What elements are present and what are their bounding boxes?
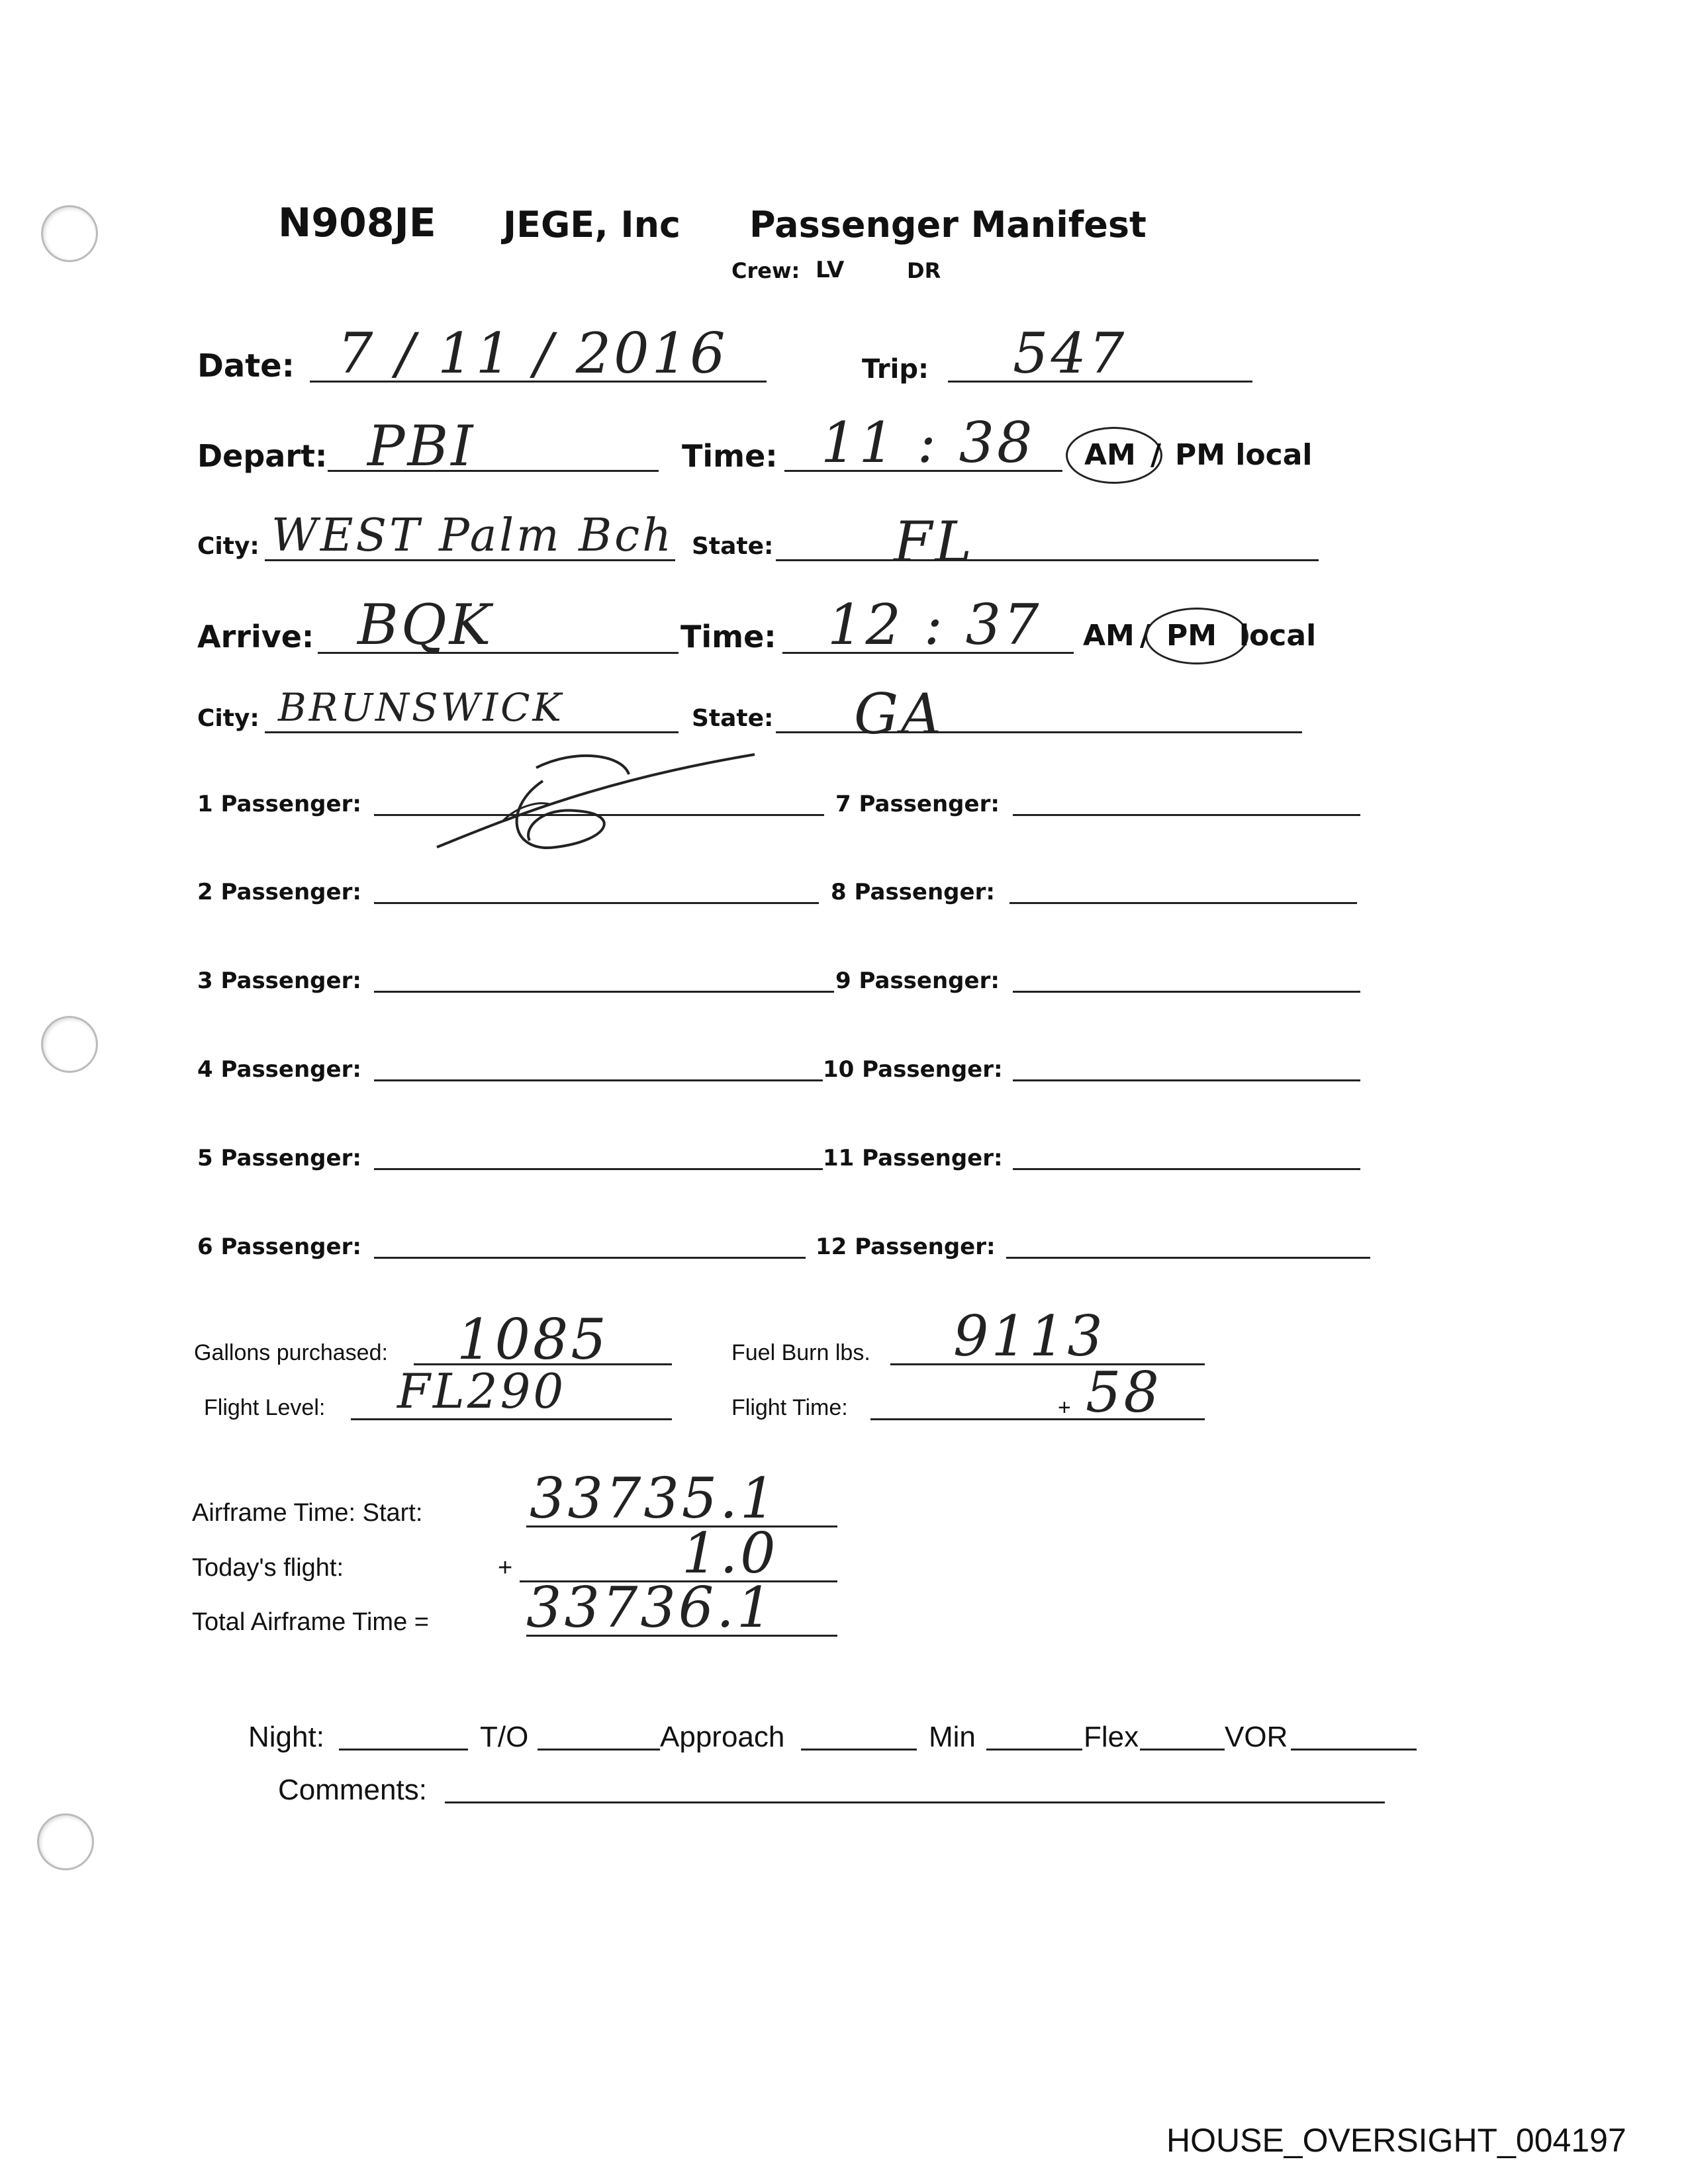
- passenger-label-9: 9 Passenger:: [835, 968, 1000, 994]
- passenger-line-8: [1009, 902, 1357, 904]
- form-title: Passenger Manifest: [749, 204, 1147, 246]
- todays-flight-value: 1.0: [682, 1521, 778, 1586]
- binder-hole-middle: [41, 1016, 98, 1073]
- depart-value: PBI: [367, 414, 476, 478]
- passenger-label-6: 6 Passenger:: [197, 1234, 361, 1260]
- todays-flight-plus: +: [498, 1554, 513, 1582]
- passenger-label-8: 8 Passenger:: [831, 879, 995, 905]
- passenger-line-12: [1006, 1257, 1370, 1259]
- gallons-value: 1085: [457, 1307, 609, 1372]
- arrive-city-value: BRUNSWICK: [278, 685, 564, 730]
- crew-label: Crew:: [731, 258, 800, 283]
- arrive-state-value: GA: [854, 682, 944, 747]
- arrive-state-label: State:: [692, 705, 774, 732]
- binder-hole-bottom: [37, 1813, 94, 1870]
- depart-city-value: WEST Palm Bch: [271, 510, 675, 562]
- min-line: [986, 1749, 1082, 1751]
- passenger-line-9: [1013, 991, 1360, 993]
- gallons-label: Gallons purchased:: [194, 1340, 388, 1365]
- passenger-label-11: 11 Passenger:: [823, 1145, 1003, 1171]
- passenger-label-2: 2 Passenger:: [197, 879, 361, 905]
- arrive-pm-circle: [1145, 608, 1248, 664]
- arrive-local: local: [1239, 619, 1317, 653]
- trip-label: Trip:: [862, 354, 929, 385]
- depart-state-label: State:: [692, 533, 774, 560]
- arrive-sep: /: [1140, 619, 1151, 653]
- bates-number: HOUSE_OVERSIGHT_004197: [1166, 2122, 1626, 2159]
- date-label: Date:: [197, 347, 295, 385]
- flight-time-plus: +: [1058, 1395, 1071, 1420]
- night-line: [339, 1749, 468, 1751]
- depart-state-value: FL: [894, 510, 975, 574]
- fuel-burn-label: Fuel Burn lbs.: [731, 1340, 870, 1365]
- approach-label: Approach: [660, 1721, 785, 1753]
- date-value: 7 / 11 / 2016: [338, 321, 728, 386]
- passenger-line-10: [1013, 1079, 1360, 1081]
- passenger-label-4: 4 Passenger:: [197, 1056, 361, 1083]
- flex-line: [1140, 1749, 1225, 1751]
- flight-time-value: 58: [1086, 1360, 1162, 1425]
- passenger-label-10: 10 Passenger:: [823, 1056, 1003, 1083]
- arrive-time-value: 12 : 37: [827, 592, 1042, 657]
- to-label: T/O: [480, 1721, 529, 1753]
- depart-time-value: 11 : 38: [821, 410, 1035, 475]
- vor-line: [1291, 1749, 1417, 1751]
- depart-pm-local: PM local: [1175, 438, 1313, 472]
- depart-time-label: Time:: [682, 438, 778, 474]
- depart-label: Depart:: [197, 438, 328, 474]
- passenger-label-12: 12 Passenger:: [816, 1234, 996, 1260]
- passenger-label-3: 3 Passenger:: [197, 968, 361, 994]
- approach-line: [801, 1749, 917, 1751]
- arrive-label: Arrive:: [197, 619, 314, 655]
- min-label: Min: [929, 1721, 976, 1753]
- passenger-line-4: [374, 1079, 823, 1081]
- crew-1: LV: [816, 257, 845, 283]
- to-line: [538, 1749, 660, 1751]
- depart-sep: /: [1150, 438, 1162, 472]
- depart-am-circle: [1066, 427, 1162, 484]
- total-airframe-label: Total Airframe Time =: [192, 1608, 429, 1636]
- todays-flight-label: Today's flight:: [192, 1554, 344, 1582]
- tail-number: N908JE: [278, 200, 436, 246]
- vor-label: VOR: [1225, 1721, 1288, 1753]
- trip-value: 547: [1013, 321, 1127, 386]
- arrive-city-label: City:: [197, 705, 259, 732]
- flight-time-label: Flight Time:: [731, 1395, 848, 1420]
- flight-level-label: Flight Level:: [204, 1395, 326, 1420]
- arrive-city-line: [265, 731, 679, 733]
- binder-hole-top: [41, 205, 98, 262]
- depart-state-line: [776, 559, 1319, 561]
- fuel-burn-value: 9113: [953, 1304, 1105, 1369]
- flight-level-value: FL290: [397, 1363, 567, 1419]
- depart-am: AM: [1084, 438, 1136, 472]
- flex-label: Flex: [1084, 1721, 1139, 1753]
- passenger-label-5: 5 Passenger:: [197, 1145, 361, 1171]
- passenger-label-7: 7 Passenger:: [835, 791, 1000, 817]
- passenger-line-3: [374, 991, 834, 993]
- company-name: JEGE, Inc: [503, 204, 681, 246]
- comments-label: Comments:: [278, 1774, 427, 1806]
- depart-city-label: City:: [197, 533, 259, 560]
- passenger-1-signature: [424, 741, 768, 860]
- arrive-time-label: Time:: [680, 619, 776, 655]
- total-airframe-value: 33736.1: [526, 1575, 775, 1640]
- arrive-pm: PM: [1166, 619, 1217, 653]
- passenger-line-2: [374, 902, 819, 904]
- passenger-line-5: [374, 1168, 823, 1170]
- comments-line: [445, 1801, 1385, 1803]
- passenger-line-6: [374, 1257, 806, 1259]
- airframe-start-label: Airframe Time: Start:: [192, 1499, 423, 1527]
- passenger-line-11: [1013, 1168, 1360, 1170]
- crew-2: DR: [907, 258, 941, 283]
- passenger-line-7: [1013, 814, 1360, 816]
- airframe-start-value: 33735.1: [530, 1466, 778, 1531]
- passenger-label-1: 1 Passenger:: [197, 791, 361, 817]
- night-label: Night:: [248, 1721, 324, 1753]
- arrive-am: AM: [1083, 619, 1135, 653]
- arrive-value: BQK: [357, 592, 494, 657]
